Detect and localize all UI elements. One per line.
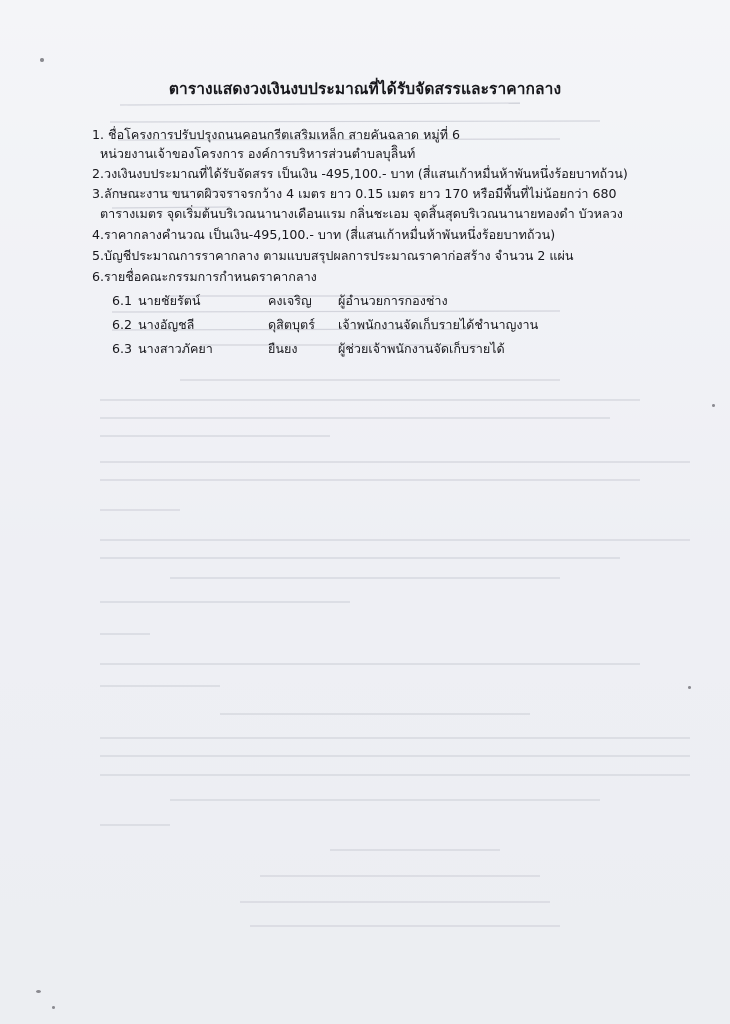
committee-role: ผู้ช่วยเจ้าพนักงานจัดเก็บรายได้ [338,341,505,356]
committee-number: 6.3 [112,341,133,356]
project-name-line: 1. ชื่อโครงการปรับปรุงถนนคอนกรีตเสริมเหล็ก สายคันฉลาด หมู่ที่ 6 [92,127,461,142]
project-owner-line: หน่วยงานเจ้าของโครงการ องค์การบริหารส่วนตำบลบุลิินท์ [100,146,416,161]
committee-last-name: ยืนยง [268,341,298,356]
scan-speck [52,1006,55,1009]
committee-first-name: นายชัยรัตน์ [138,293,201,308]
committee-last-name: คงเจริญ [268,293,312,308]
work-location-line: ตารางเมตร จุดเริ่มต้นบริเวณนานางเดือนแรม กลิ่นชะเอม จุดสิ้นสุดบริเวณนานายทองดำ บัวหลวง [100,206,623,221]
committee-role: เจ้าพนักงานจัดเก็บรายได้ชำนาญงาน [338,317,539,332]
scan-speck [712,404,715,407]
document-title: ตารางแสดงวงเงินงบประมาณที่ได้รับจัดสรรและราคากลาง [168,80,562,98]
committee-number: 6.2 [112,317,133,332]
committee-last-name: ดุสิตบุตร์ [268,317,315,332]
committee-heading: 6.รายชื่อคณะกรรมการกำหนดราคากลาง [92,269,317,284]
work-description-line: 3.ลักษณะงาน ขนาดผิวจราจรกว้าง 4 เมตร ยาว 0.15 เมตร ยาว 170 หรือมีพื้นที่ไม่น้อยกว่า 680 [92,186,617,201]
committee-role: ผู้อำนวยการกองช่าง [338,293,448,308]
scan-speck [36,990,41,993]
scan-speck [688,686,691,689]
committee-first-name: นางสาวภัคยา [138,341,213,356]
budget-line: 2.วงเงินงบประมาณที่ได้รับจัดสรร เป็นเงิน -495,100.- บาท (สี่แสนเก้าหมื่นห้าพันหนึ่งร้อยบาทถ้วน) [92,166,628,181]
committee-first-name: นางอัญชลี [138,317,195,332]
committee-number: 6.1 [112,293,133,308]
estimate-sheet-line: 5.บัญชีประมาณการราคากลาง ตามแบบสรุปผลการประมาณราคาก่อสร้าง จำนวน 2 แผ่น [92,248,574,263]
reference-price-line: 4.ราคากลางคำนวณ เป็นเงิน-495,100.- บาท (สี่แสนเก้าหมื่นห้าพันหนึ่งร้อยบาทถ้วน) [92,227,556,242]
scan-speck [40,58,44,62]
